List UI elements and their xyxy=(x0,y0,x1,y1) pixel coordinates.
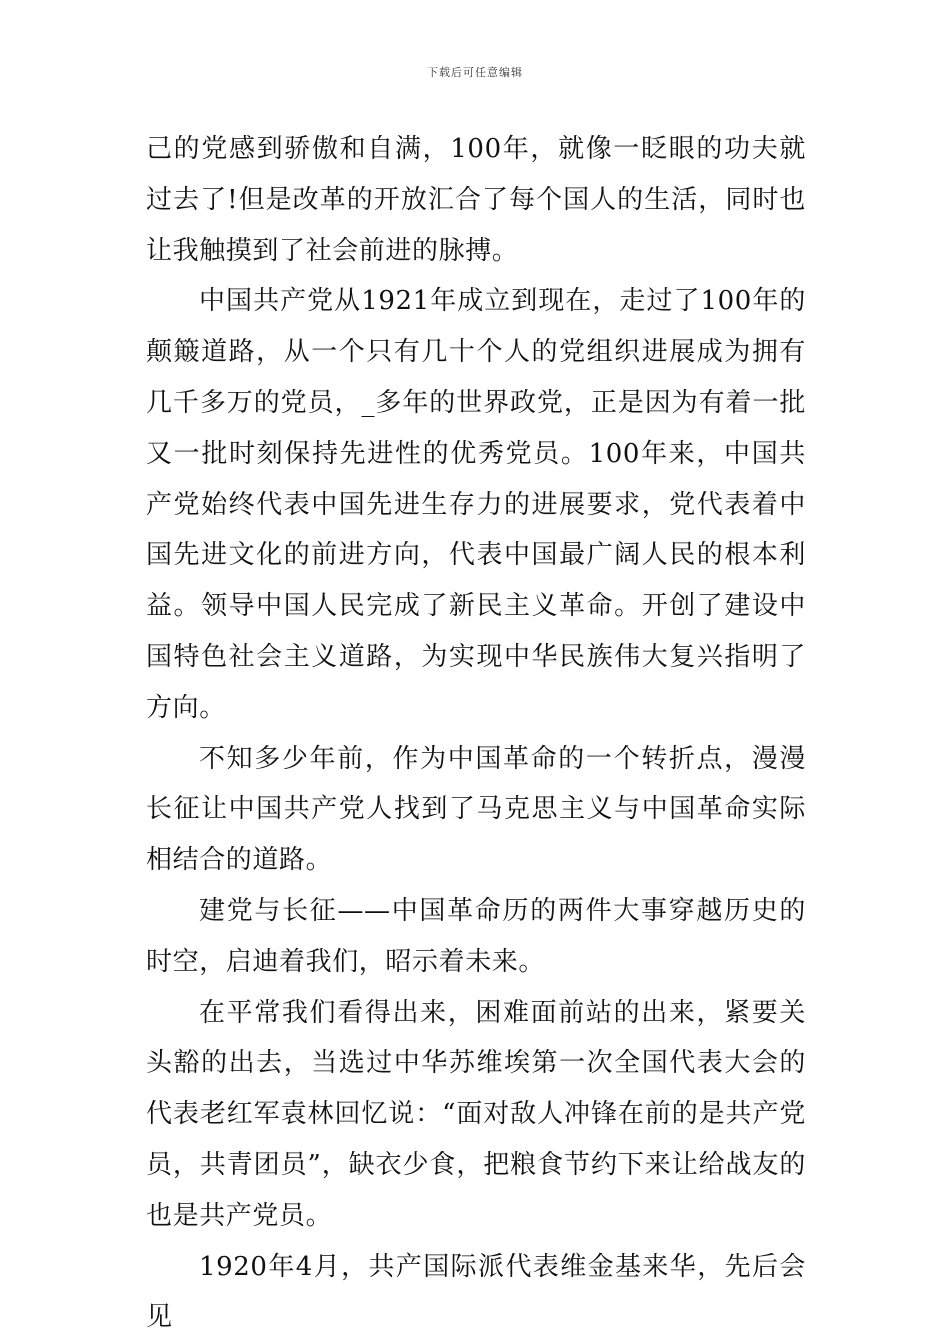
document-body xyxy=(146,124,806,1343)
paragraph-3: 不知多少年前，作为中国革命的一个转折点，漫漫长征让中国共产党人找到了马克思主义与中国革命实际相结合的道路。 xyxy=(146,743,806,876)
paragraph-6: 1920年4月，共产国际派代表维金基来华，先后会见 xyxy=(146,1251,806,1333)
paragraph-5: 在平常我们看得出来，困难面前站的出来，紧要关头豁的出去，当选过中华苏维埃第一次全国代表大会的代表老红军袁林回忆说：“面对敌人冲锋在前的是共产党员，共青团员”，缺衣少食，把粮食节约下来让给战友的也是共产党员。 xyxy=(146,997,806,1231)
paragraph-1: 己的党感到骄傲和自满，100年，就像一眨眼的功夫就过去了!但是改革的开放汇合了每个国人的生活，同时也让我触摸到了社会前进的脉搏。 xyxy=(146,134,806,266)
paragraph-2: 中国共产党从1921年成立到现在，走过了100年的颠簸道路，从一个只有几十个人的党组织进展成为拥有几千多万的党员，_多年的世界政党，正是因为有着一批又一批时刻保持先进性的优秀党员。100年来，中国共产党始终代表中国先进生存力的进展要求，党代表着中国先进文化的前进方向，代表中国最广阔人民的根本利益。领导中国人民完成了新民主义革命。开创了建设中国特色社会主义道路，为实现中华民族伟大复兴指明了方向。 xyxy=(146,286,806,723)
paragraph-4: 建党与长征——中国革命历的两件大事穿越历史的时空，启迪着我们，昭示着未来。 xyxy=(146,895,806,977)
page-header: 下载后可任意编辑 xyxy=(427,66,523,79)
